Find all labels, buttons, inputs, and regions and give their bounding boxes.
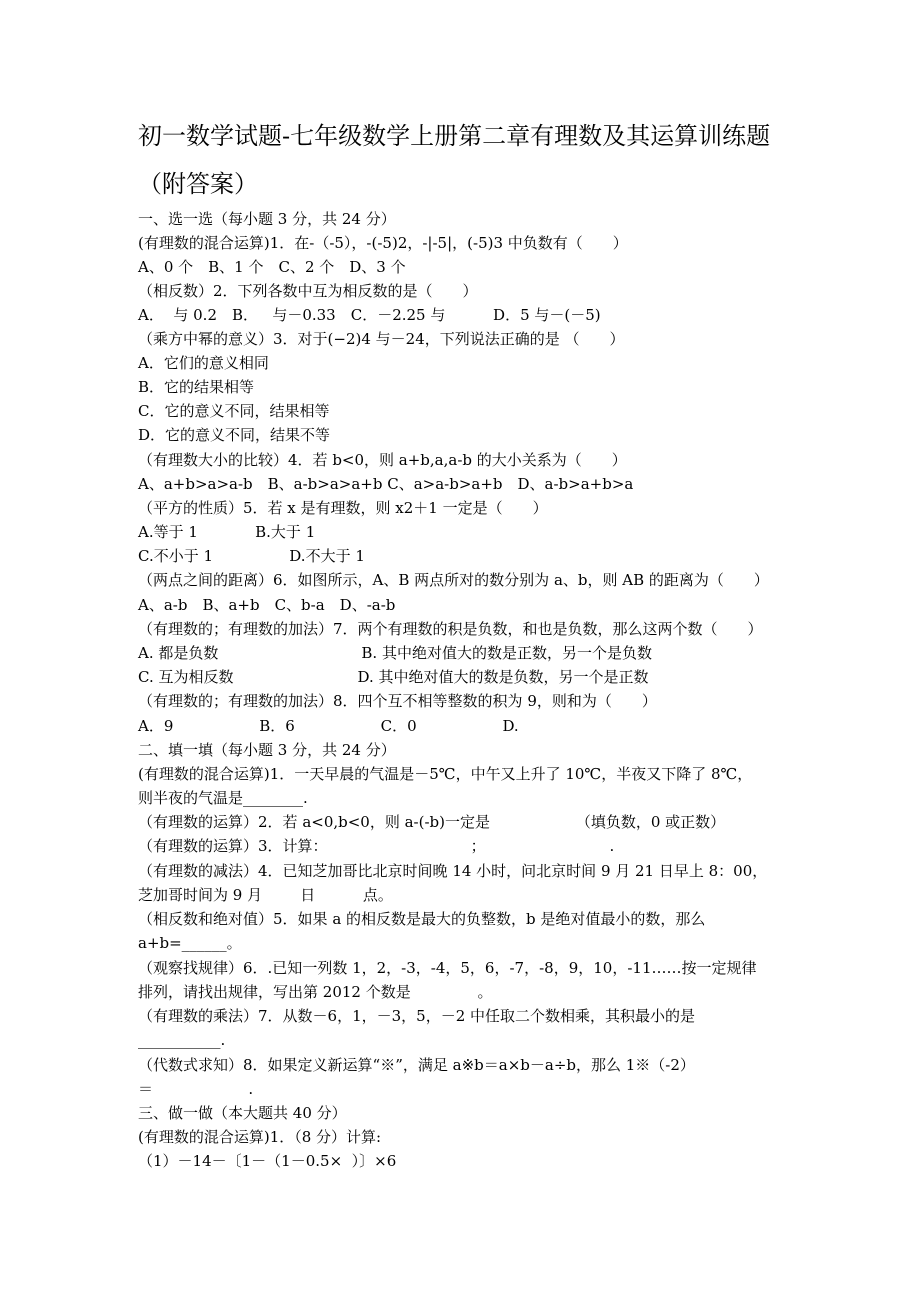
answer-option: A．它们的意义相同 <box>138 354 269 372</box>
answer-option: C．它的意义不同，结果相等 <box>138 402 330 420</box>
question-text: （有理数的运算）3．计算： ； . <box>138 837 615 855</box>
question-text: 排列，请找出规律，写出第 2012 个数是 。 <box>138 983 493 1001</box>
answer-options: A． 与 0.2 B． 与－0.33 C．－2.25 与 D．5 与－(－5) <box>138 306 601 324</box>
document-title-line-2: （附答案） <box>138 170 258 198</box>
answer-option: D．它的意义不同，结果不等 <box>138 426 331 444</box>
question-text: （平方的性质）5．若 x 是有理数，则 x2＋1 一定是（ ） <box>138 499 548 517</box>
question-text: （相反数）2．下列各数中互为相反数的是（ ） <box>138 282 478 300</box>
answer-options: C.不小于 1 D.不大于 1 <box>138 547 365 565</box>
question-text: （1）－14－〔1－（1－0.5× ）〕×6 <box>138 1152 397 1170</box>
answer-options: A．9 B．6 C．0 D. <box>138 717 519 735</box>
question-text: （有理数的减法）4．已知芝加哥比北京时间晚 14 小时，问北京时间 9 月 21 日早上 8：00， <box>138 862 768 880</box>
section-heading: 一、选一选（每小题 3 分，共 24 分） <box>138 210 396 228</box>
question-text: （两点之间的距离）6．如图所示，A、B 两点所对的数分别为 a、b，则 AB 的距离为（ ） <box>138 571 769 589</box>
question-text: （代数式求知）8．如果定义新运算“※”，满足 a※b＝a×b－a÷b，那么 1※（-2） <box>138 1056 695 1074</box>
question-text: (有理数的混合运算)1．一天早晨的气温是－5℃，中午又上升了 10℃，半夜又下降了 8℃， <box>138 765 753 783</box>
question-text: （相反数和绝对值）5．如果 a 的相反数是最大的负整数，b 是绝对值最小的数，那么 <box>138 910 706 928</box>
answer-options: C. 互为相反数 D. 其中绝对值大的数是负数，另一个是正数 <box>138 668 649 686</box>
answer-options: A. 都是负数 B. 其中绝对值大的数是正数，另一个是负数 <box>138 644 652 662</box>
question-text: （有理数的运算）2．若 a<0,b<0，则 a-(-b)一定是 （填负数，0 或正数） <box>138 813 726 831</box>
question-text: （有理数的；有理数的加法）7．两个有理数的积是负数，和也是负数，那么这两个数（ ） <box>138 620 763 638</box>
section-heading: 二、填一填（每小题 3 分，共 24 分） <box>138 741 396 759</box>
question-text: （观察找规律）6．.已知一列数 1，2，-3，-4，5，6，-7，-8，9，10，-11……按一定规律 <box>138 959 757 977</box>
question-text: 芝加哥时间为 9 月 日 点。 <box>138 886 393 904</box>
question-text: （有理数大小的比较）4．若 b<0，则 a+b,a,a-b 的大小关系为（ ） <box>138 451 627 469</box>
answer-option: B．它的结果相等 <box>138 378 255 396</box>
answer-options: A、0 个 B、1 个 C、2 个 D、3 个 <box>138 258 406 276</box>
question-text: （乘方中幂的意义）3．对于(−2)4 与－24，下列说法正确的是 （ ） <box>138 330 625 348</box>
answer-options: A、a-b B、a+b C、b-a D、-a-b <box>138 596 396 614</box>
answer-options: A、a+b>a>a-b B、a-b>a>a+b C、a>a-b>a+b D、a-b>a+b>a <box>138 475 634 493</box>
question-text: (有理数的混合运算)1．（8 分）计算: <box>138 1128 382 1146</box>
answer-options: A.等于 1 B.大于 1 <box>138 523 316 541</box>
question-text: （有理数的乘法）7．从数－6，1，－3，5，－2 中任取二个数相乘，其积最小的是 <box>138 1007 696 1025</box>
question-text: a+b=______。 <box>138 934 242 952</box>
section-heading: 三、做一做（本大题共 40 分） <box>138 1104 347 1122</box>
question-text: （有理数的；有理数的加法）8．四个互不相等整数的积为 9，则和为（ ） <box>138 692 657 710</box>
question-text: (有理数的混合运算)1．在-（-5），-(-5)2，-|-5|，(-5)3 中负数有（ ） <box>138 234 628 252</box>
document-title-line-1: 初一数学试题-七年级数学上册第二章有理数及其运算训练题 <box>138 122 771 150</box>
question-text: ＝ . <box>138 1080 254 1098</box>
question-text: 则半夜的气温是________. <box>138 789 308 807</box>
question-text: ___________. <box>138 1031 226 1049</box>
